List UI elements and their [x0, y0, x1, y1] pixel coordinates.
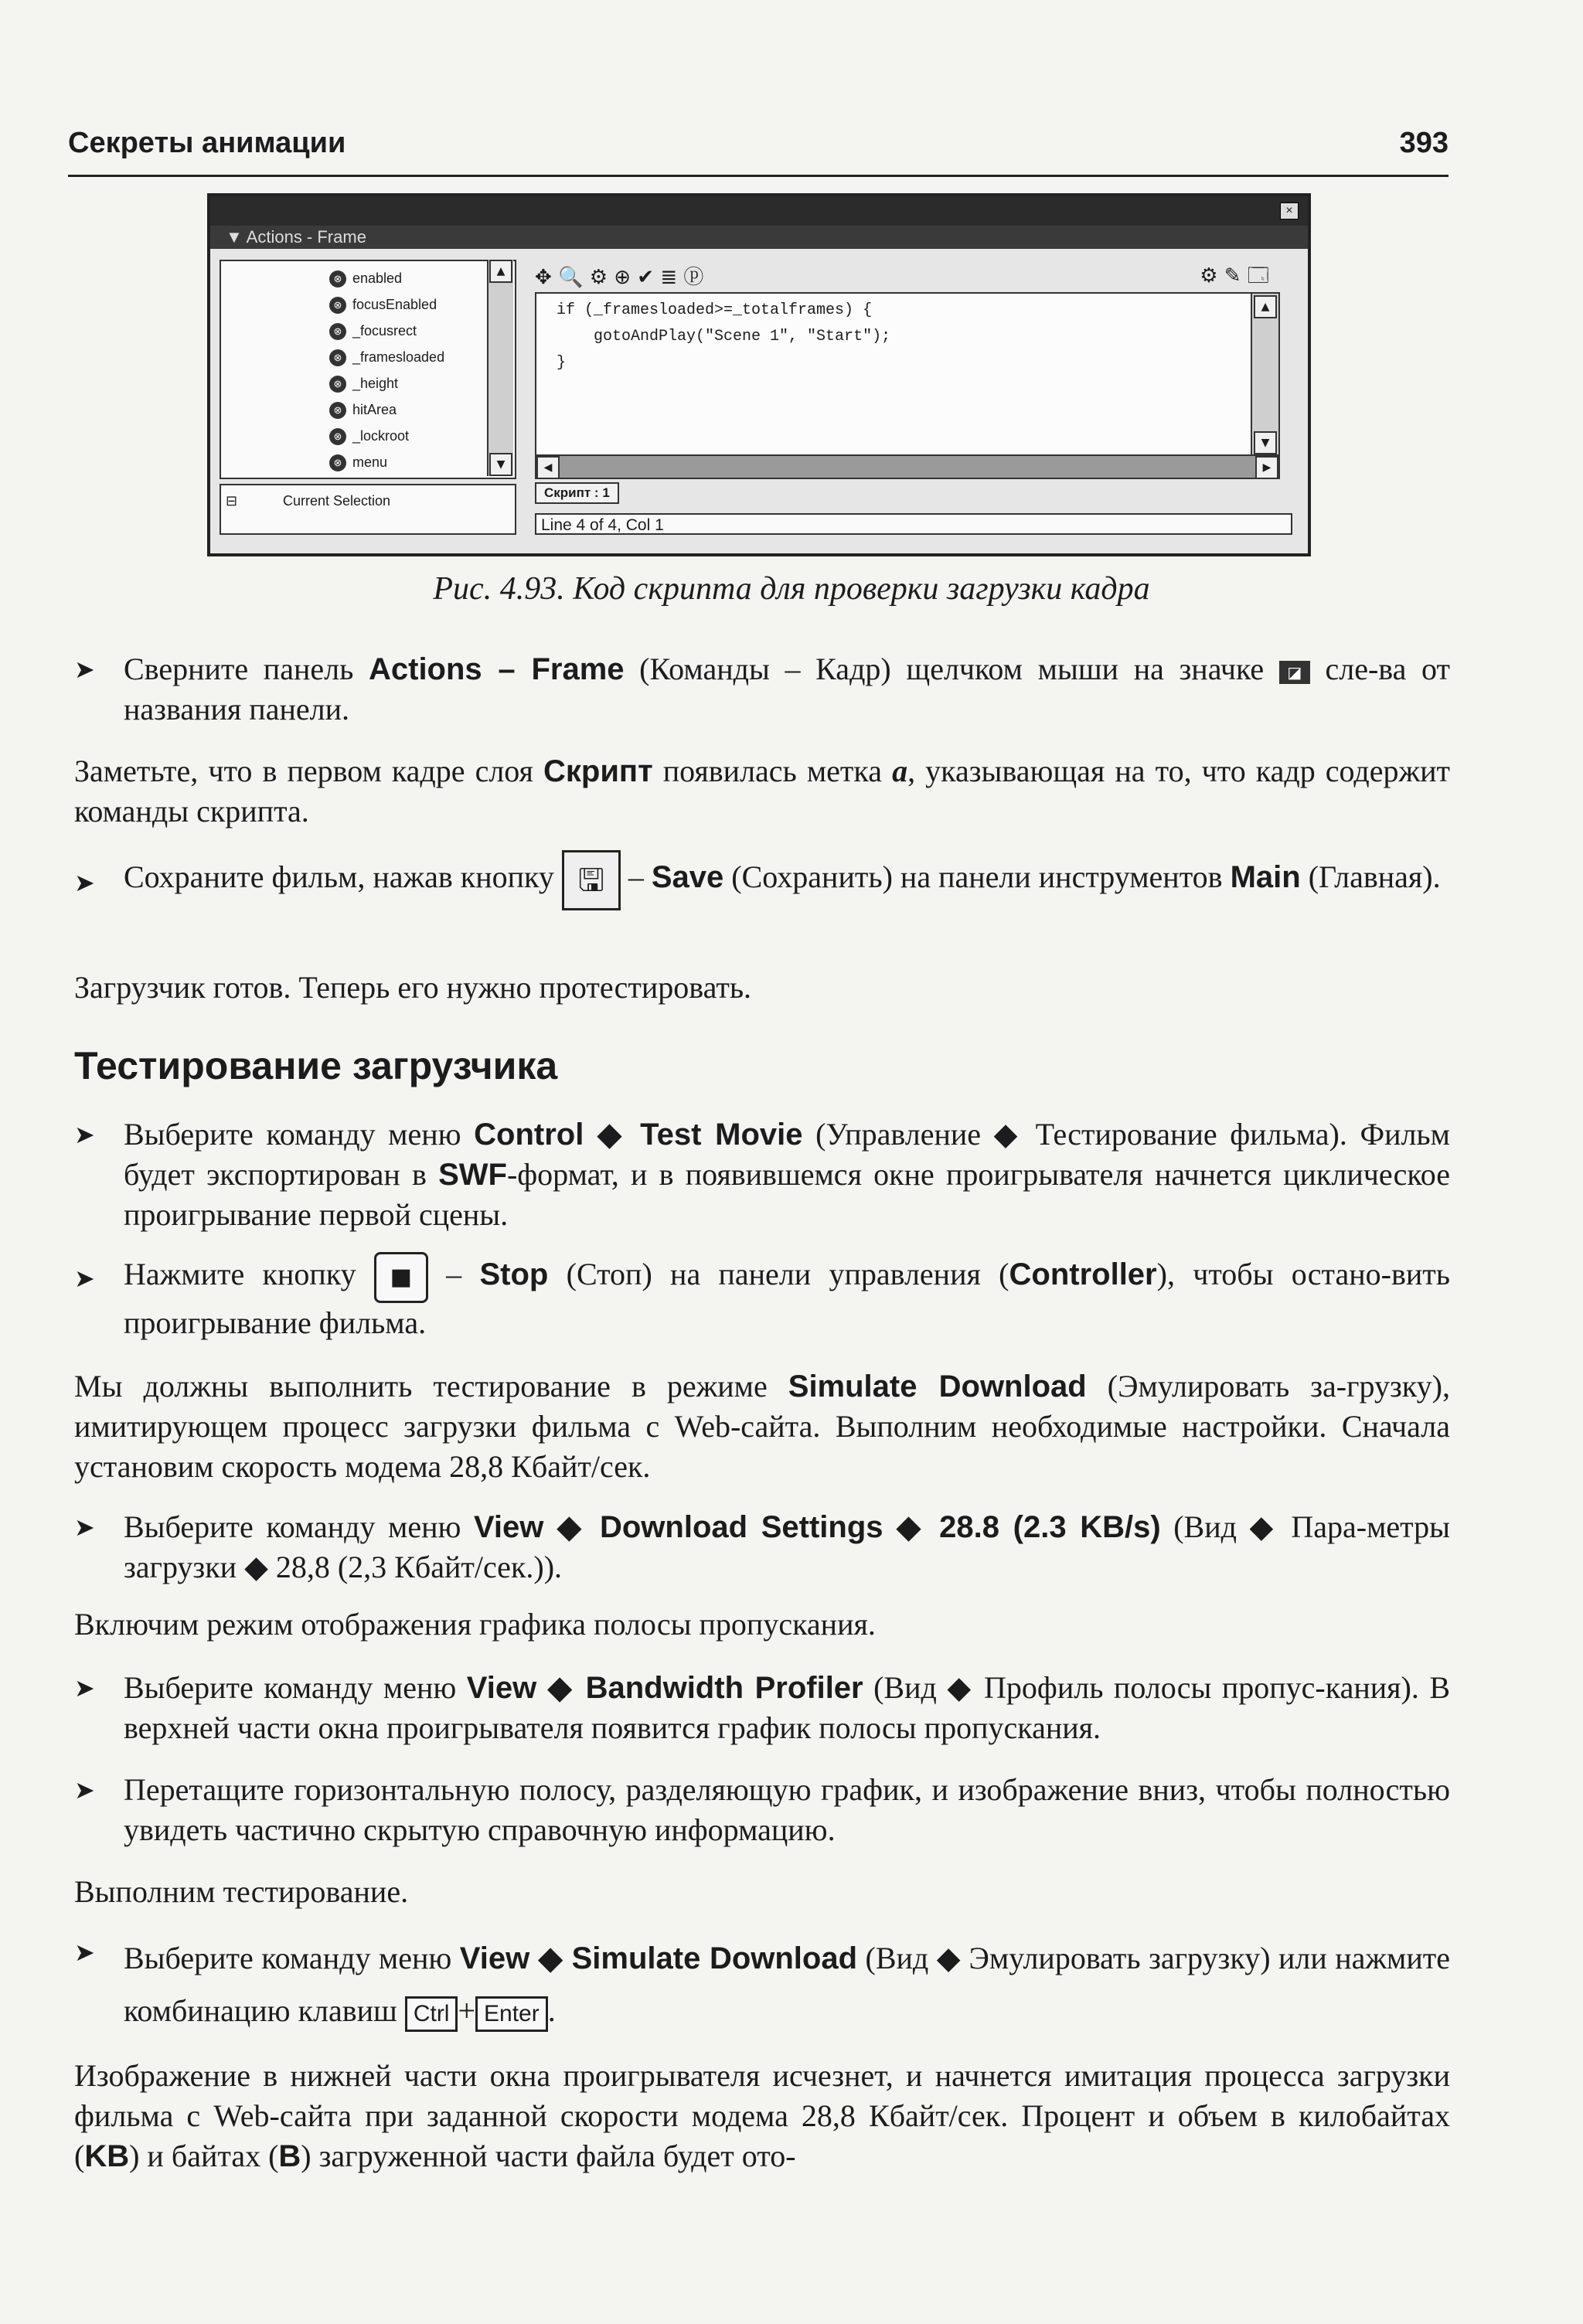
paragraph: Заметьте, что в первом кадре слоя Скрипт появилась метка а, указывающая на то, что кадр содержит команды скрипта. [74, 754, 1450, 829]
paragraph: Изображение в нижней части окна проигрывателя исчезнет, и начнется имитация процесса загрузки фильма с Web-сайта при заданной скорости модема 28,8 Кбайт/сек. Процент и объем в килобайтах (KB) и байтах (B) загруженной части файла будет ото- [74, 2058, 1450, 2173]
bullet-icon: ➤ [74, 655, 95, 684]
bullet-item: ➤ Выберите команду меню View ◆ Simulate Download (Вид ◆ Эмулировать загрузку) или нажмите комбинацию клавиш Ctrl + Enter . [74, 1932, 1450, 2037]
current-selection-label: Current Selection [283, 493, 391, 509]
bullet-icon: ➤ [74, 868, 95, 897]
tree-item[interactable]: ⊗ focusEnabled [329, 297, 437, 314]
bullet-icon: ➤ [74, 1120, 95, 1149]
paragraph: Мы должны выполнить тестирование в режиме Simulate Download (Эмулировать за-грузку), имитирующем процесс загрузки фильма с Web-сайта. Выполним необходимые настройки. Сначала установим скорость модема 28,8 Кбайт/сек. [74, 1369, 1450, 1484]
save-icon: 🖫 [562, 850, 621, 910]
property-icon: ⊗ [329, 323, 346, 340]
paragraph: Выполним тестирование. [74, 1874, 409, 1909]
header-title: Секреты анимации [68, 127, 346, 159]
page-number: 393 [1399, 127, 1449, 159]
scroll-down-icon[interactable]: ▼ [489, 453, 512, 476]
bullet-item: ➤ Выберите команду меню View ◆ Bandwidth Profiler (Вид ◆ Профиль полосы пропус-кания). В верхней части окна проигрывателя появится график полосы пропускания. [74, 1668, 1450, 1748]
code-line: } [557, 354, 567, 372]
collapse-icon: ◪ [1279, 661, 1310, 684]
property-icon: ⊗ [329, 271, 346, 288]
actions-panel-screenshot [207, 193, 1311, 556]
bullet-item: ➤ Перетащите горизонтальную полосу, разделяющую график, и изображение вниз, чтобы полностью увидеть частично скрытую справочную информацию. [74, 1770, 1450, 1850]
editor-status: Line 4 of 4, Col 1 [535, 513, 1292, 535]
paragraph: Включим режим отображения графика полосы пропускания. [74, 1607, 876, 1642]
tree-item[interactable]: ⊗ menu [329, 454, 387, 471]
scroll-up-icon[interactable]: ▲ [1254, 295, 1277, 318]
bullet-item: ➤ Нажмите кнопку ■ – Stop (Стоп) на панели управления (Controller), чтобы остано-вить проигрывание фильма. [74, 1252, 1450, 1343]
bullet-icon: ➤ [74, 1673, 95, 1703]
running-header [68, 124, 1449, 177]
collapse-icon[interactable]: ⊟ [226, 493, 238, 509]
property-icon: ⊗ [329, 454, 346, 471]
tree-item[interactable]: ⊗ hitArea [329, 402, 397, 419]
bullet-item: ➤ Выберите команду меню View ◆ Download Settings ◆ 28.8 (2.3 KB/s) (Вид ◆ Пара-метры загрузки ◆ 28,8 (2,3 Кбайт/сек.)). [74, 1507, 1450, 1587]
panel-title[interactable]: ▼ Actions - Frame [210, 226, 1308, 249]
tree-item[interactable]: ⊗ _height [329, 376, 398, 393]
tree-item[interactable]: ⊗ _focusrect [329, 323, 417, 340]
script-editor[interactable] [535, 292, 1280, 458]
ctrl-key: Ctrl [405, 1996, 458, 2032]
current-selection-tree[interactable] [220, 484, 516, 535]
script-tabs [535, 482, 619, 507]
toolbar-right-icons[interactable]: ⚙ ✎ 🗔 [1200, 264, 1269, 288]
bullet-item: ➤ Сохраните фильм, нажав кнопку 🖫 – Save (Сохранить) на панели инструментов Main (Главная). [74, 850, 1450, 910]
paragraph: Загрузчик готов. Теперь его нужно протестировать. [74, 970, 752, 1005]
code-line: gotoAndPlay("Scene 1", "Start"); [557, 328, 891, 345]
tree-item[interactable]: ⊗ _lockroot [329, 428, 409, 445]
actions-toolbar [535, 260, 1292, 289]
section-heading: Тестирование загрузчика [74, 1044, 558, 1087]
tree-item[interactable]: ⊗ enabled [329, 271, 402, 288]
bullet-icon: ➤ [74, 1938, 95, 1967]
tab-script[interactable]: Скрипт : 1 [535, 482, 619, 504]
enter-key: Enter [475, 1996, 548, 2032]
property-icon: ⊗ [329, 297, 346, 314]
scroll-down-icon[interactable]: ▼ [1254, 431, 1277, 454]
bullet-item: ➤ Выберите команду меню Control ◆ Test Movie (Управление ◆ Тестирование фильма). Фильм будет экспортирован в SWF-формат, и в появившемся окне проигрывателя начнется циклическое проигрывание первой сцены. [74, 1114, 1450, 1235]
bullet-icon: ➤ [74, 1264, 95, 1293]
property-icon: ⊗ [329, 349, 346, 366]
tree-item[interactable]: ⊗ _framesloaded [329, 349, 444, 366]
figure-caption: Рис. 4.93. Код скрипта для проверки загрузки кадра [433, 571, 1150, 607]
property-icon: ⊗ [329, 428, 346, 445]
window-titlebar [210, 196, 1308, 226]
scroll-right-icon[interactable]: ▶ [1255, 456, 1278, 479]
tree-scrollbar[interactable] [487, 260, 513, 476]
editor-hscrollbar[interactable] [535, 454, 1280, 479]
bullet-item: ➤ Сверните панель Actions – Frame (Команды – Кадр) щелчком мыши на значке ◪ сле-ва от названия панели. [74, 649, 1450, 730]
actions-tree[interactable] [220, 260, 516, 479]
editor-vscrollbar[interactable] [1251, 294, 1278, 456]
property-icon: ⊗ [329, 376, 346, 393]
close-icon[interactable]: × [1280, 202, 1299, 219]
property-icon: ⊗ [329, 402, 346, 419]
scroll-left-icon[interactable]: ◀ [536, 456, 560, 479]
scroll-up-icon[interactable]: ▲ [489, 260, 512, 283]
toolbar-icons[interactable]: ✥ 🔍 ⚙ ⊕ ✔ ≣ ⓟ [535, 266, 704, 289]
bullet-icon: ➤ [74, 1512, 95, 1542]
bullet-icon: ➤ [74, 1775, 95, 1805]
stop-icon: ■ [374, 1252, 428, 1303]
code-line: if (_framesloaded>=_totalframes) { [557, 301, 873, 319]
